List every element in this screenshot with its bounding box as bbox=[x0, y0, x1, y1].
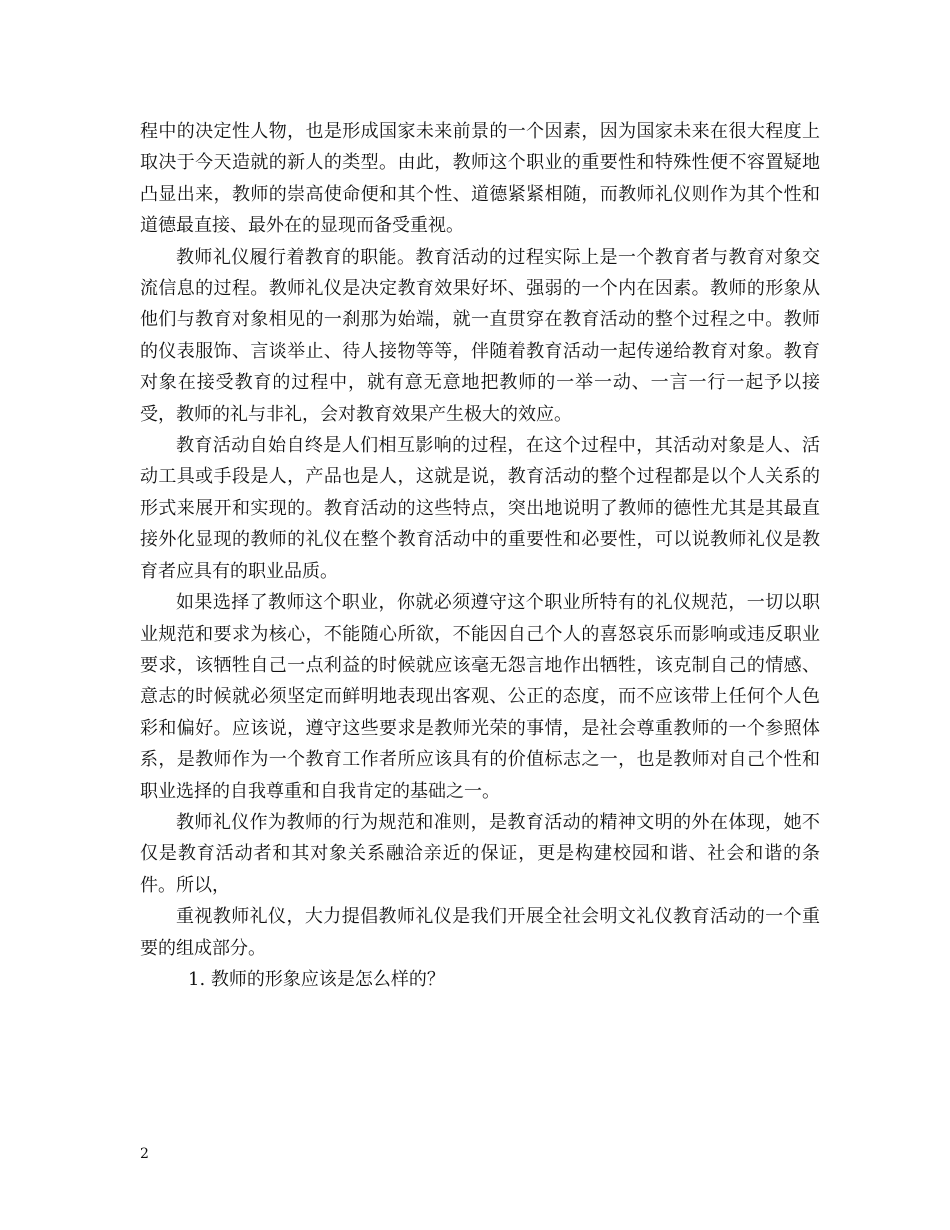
paragraph-code-of-conduct: 教师礼仪作为教师的行为规范和准则，是教育活动的精神文明的外在体现，她不仅是教育活动者和其对象关系融洽亲近的保证，更是构建校园和谐、社会和谐的条件。所以， bbox=[140, 811, 820, 896]
paragraph-continued: 程中的决定性人物，也是形成国家未来前景的一个因素，因为国家未来在很大程度上取决于今天造就的新人的类型。由此，教师这个职业的重要性和特殊性便不容置疑地凸显出来，教师的崇高使命便和其个性、道德紧紧相随，而教师礼仪则作为其个性和道德最直接、最外在的显现而备受重视。 bbox=[140, 121, 820, 237]
page-number: 2 bbox=[140, 1146, 149, 1162]
paragraph-career-choice: 如果选择了教师这个职业，你就必须遵守这个职业所特有的礼仪规范，一切以职业规范和要求为核心，不能随心所欲，不能因自己个人的喜怒哀乐而影响或违反职业要求，该牺牲自己一点利益的时候就应该毫无怨言地作出牺牲，该克制自己的情感、意志的时候就必须坚定而鲜明地表现出客观、公正的态度，而不应该带上任何个人色彩和偏好。应该说，遵守这些要求是教师光荣的事情，是社会尊重教师的一个参照体系，是教师作为一个教育工作者所应该具有的价值标志之一，也是教师对自己个性和职业选择的自我尊重和自我肯定的基础之一。 bbox=[140, 592, 820, 802]
body-text bbox=[140, 116, 820, 995]
list-item-question: 1. 教师的形象应该是怎么样的？ bbox=[188, 968, 445, 990]
paragraph-etiquette-function: 教师礼仪履行着教育的职能。教育活动的过程实际上是一个教育者与教育对象交流信息的过程。教师礼仪是决定教育效果好坏、强弱的一个内在因素。教师的形象从他们与教育对象相见的一刹那为始端，就一直贯穿在教育活动的整个过程之中。教师的仪表服饰、言谈举止、待人接物等等，伴随着教育活动一起传递给教育对象。教育对象在接受教育的过程中，就有意无意地把教师的一举一动、一言一行一起予以接受，教师的礼与非礼，会对教育效果产生极大的效应。 bbox=[140, 246, 820, 425]
paragraph-emphasis: 重视教师礼仪，大力提倡教师礼仪是我们开展全社会明文礼仪教育活动的一个重要的组成部分。 bbox=[140, 906, 820, 959]
paragraph-mutual-influence: 教育活动自始自终是人们相互影响的过程，在这个过程中，其活动对象是人、活动工具或手段是人，产品也是人，这就是说，教育活动的整个过程都是以个人关系的形式来展开和实现的。教育活动的这些特点，突出地说明了教师的德性尤其是其最直接外化显现的教师的礼仪在整个教育活动中的重要性和必要性，可以说教师礼仪是教育者应具有的职业品质。 bbox=[140, 435, 820, 582]
